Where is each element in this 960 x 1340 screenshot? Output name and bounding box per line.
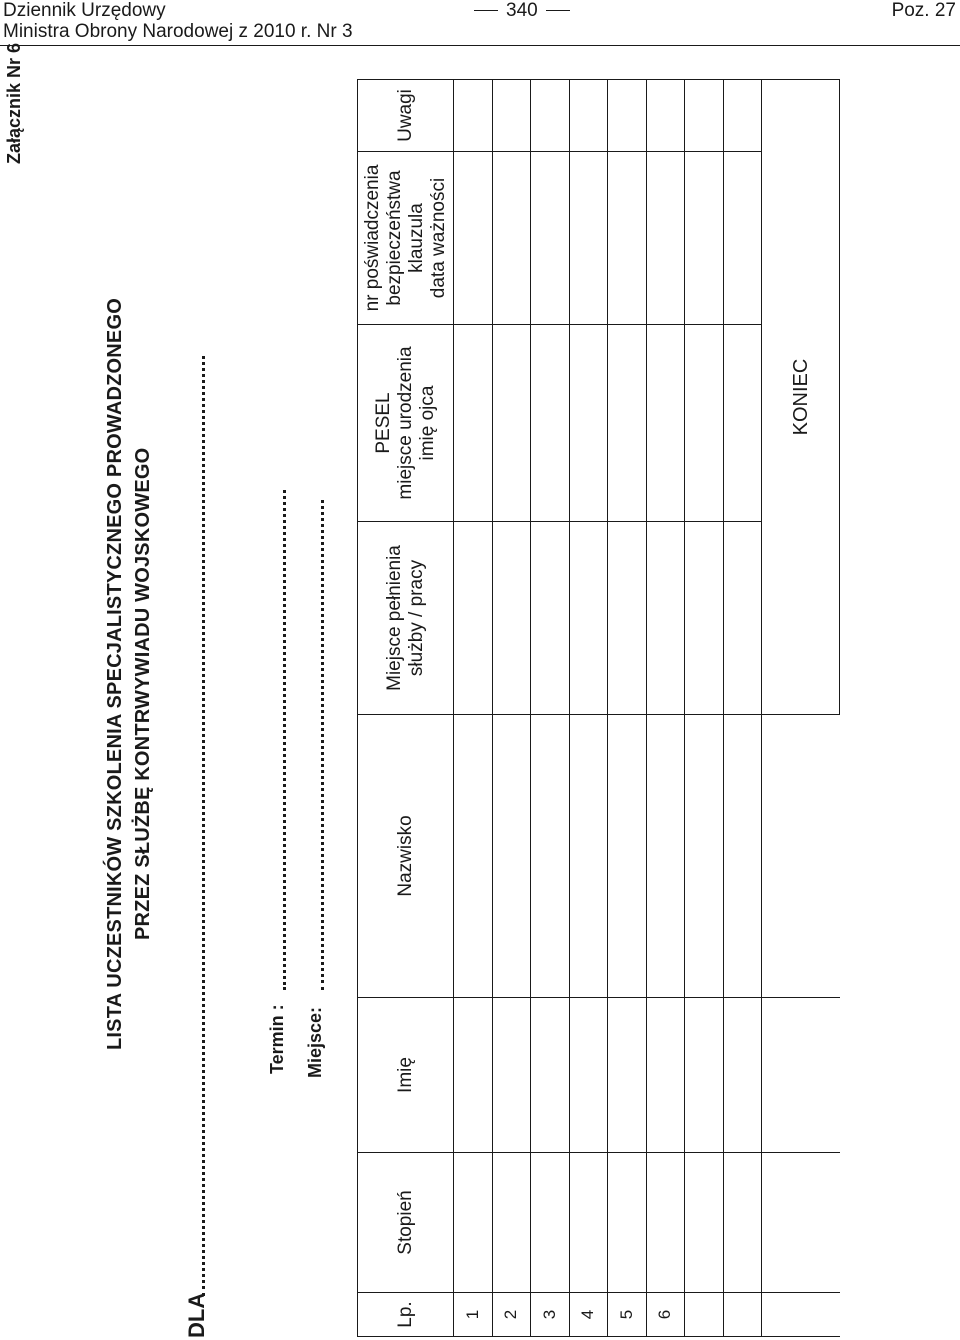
table-cell[interactable] bbox=[608, 715, 647, 998]
table-cell[interactable] bbox=[723, 998, 762, 1153]
annex-label: Załącznik Nr 6 bbox=[4, 42, 24, 164]
header-poswiadczenie-line3: klauzula bbox=[405, 203, 427, 273]
row-number: 2 bbox=[492, 1293, 531, 1337]
table-cell[interactable] bbox=[569, 715, 608, 998]
table-row bbox=[454, 80, 493, 1337]
table-cell[interactable] bbox=[492, 152, 531, 325]
row-number: 4 bbox=[569, 1293, 608, 1337]
table-cell[interactable] bbox=[492, 715, 531, 998]
header-uwagi: Uwagi bbox=[358, 80, 454, 152]
header-pesel-line2: miejsce urodzenia bbox=[394, 346, 416, 500]
table-cell[interactable] bbox=[685, 80, 724, 152]
table-cell[interactable] bbox=[608, 80, 647, 152]
table-cell[interactable] bbox=[492, 1153, 531, 1293]
document-title-line1: LISTA UCZESTNIKÓW SZKOLENIA SPECJALISTYCZNEGO PROWADZONEGO bbox=[104, 298, 126, 1050]
header-poswiadczenie-line1: nr poświadczenia bbox=[361, 164, 383, 312]
table-cell[interactable] bbox=[569, 522, 608, 715]
termin-label: Termin : bbox=[267, 1004, 287, 1074]
table-cell[interactable] bbox=[646, 715, 685, 998]
table-cell[interactable] bbox=[608, 522, 647, 715]
table-cell[interactable] bbox=[569, 1153, 608, 1293]
table-cell[interactable] bbox=[531, 998, 570, 1153]
table-row bbox=[569, 80, 608, 1337]
header-pesel-line1: PESEL bbox=[372, 392, 394, 454]
table-cell[interactable] bbox=[454, 998, 493, 1153]
table-cell[interactable] bbox=[685, 1293, 724, 1337]
table-cell[interactable] bbox=[685, 152, 724, 325]
table-cell[interactable] bbox=[492, 80, 531, 152]
dla-label: DLA bbox=[184, 1292, 209, 1338]
table-cell[interactable] bbox=[569, 325, 608, 522]
end-cell bbox=[762, 1293, 840, 1337]
table-cell[interactable] bbox=[646, 152, 685, 325]
header-poswiadczenie-line2: bezpieczeństwa bbox=[383, 170, 405, 306]
table-row bbox=[685, 80, 724, 1337]
ministry-line: Ministra Obrony Narodowej z 2010 r. Nr 3 bbox=[3, 21, 353, 42]
table-cell[interactable] bbox=[608, 152, 647, 325]
table-cell[interactable] bbox=[646, 1153, 685, 1293]
table-cell[interactable] bbox=[685, 998, 724, 1153]
table-row bbox=[492, 80, 531, 1337]
table-cell[interactable] bbox=[569, 998, 608, 1153]
table-cell[interactable] bbox=[569, 80, 608, 152]
header-miejsce-line2: służby / pracy bbox=[405, 559, 427, 677]
table-cell[interactable] bbox=[531, 80, 570, 152]
table-cell[interactable] bbox=[531, 325, 570, 522]
table-row bbox=[723, 80, 762, 1337]
koniec-label: KONIEC bbox=[762, 80, 840, 715]
table-cell[interactable] bbox=[685, 325, 724, 522]
table-cell[interactable] bbox=[454, 80, 493, 152]
document-title-line2: PRZEZ SŁUŻBĘ KONTRWYWIADU WOJSKOWEGO bbox=[132, 447, 154, 940]
dla-fill-line[interactable] bbox=[202, 356, 205, 1296]
table-cell[interactable] bbox=[723, 715, 762, 998]
table-cell[interactable] bbox=[569, 152, 608, 325]
miejsce-label: Miejsce: bbox=[305, 1006, 325, 1078]
table-cell[interactable] bbox=[608, 1153, 647, 1293]
table-cell[interactable] bbox=[685, 715, 724, 998]
table-cell[interactable] bbox=[646, 80, 685, 152]
end-cell bbox=[762, 998, 840, 1153]
table-cell[interactable] bbox=[454, 715, 493, 998]
miejsce-fill-line[interactable] bbox=[321, 500, 324, 990]
header-poswiadczenie-line4: data ważności bbox=[427, 177, 449, 299]
table-cell[interactable] bbox=[723, 522, 762, 715]
table-cell[interactable] bbox=[608, 998, 647, 1153]
table-cell[interactable] bbox=[646, 522, 685, 715]
row-number: 6 bbox=[646, 1293, 685, 1337]
table-cell[interactable] bbox=[531, 715, 570, 998]
table-cell[interactable] bbox=[723, 325, 762, 522]
table-cell[interactable] bbox=[454, 152, 493, 325]
participants-table bbox=[357, 79, 840, 1337]
header-pesel-line3: imię ojca bbox=[416, 385, 438, 461]
table-cell[interactable] bbox=[531, 522, 570, 715]
table-cell[interactable] bbox=[646, 325, 685, 522]
table-cell[interactable] bbox=[723, 80, 762, 152]
position-label: Poz. 27 bbox=[891, 0, 956, 21]
table-cell[interactable] bbox=[492, 998, 531, 1153]
header-imie: Imię bbox=[358, 998, 454, 1153]
table-cell[interactable] bbox=[723, 1293, 762, 1337]
table-cell[interactable] bbox=[723, 152, 762, 325]
row-number: 5 bbox=[608, 1293, 647, 1337]
table-cell[interactable] bbox=[531, 152, 570, 325]
row-number: 1 bbox=[454, 1293, 493, 1337]
end-cell bbox=[762, 1153, 840, 1293]
table-cell[interactable] bbox=[454, 325, 493, 522]
header-stopien: Stopień bbox=[358, 1153, 454, 1293]
header-poswiadczenie bbox=[358, 152, 454, 325]
table-cell[interactable] bbox=[685, 1153, 724, 1293]
table-cell[interactable] bbox=[454, 522, 493, 715]
table-cell[interactable] bbox=[492, 522, 531, 715]
table-cell[interactable] bbox=[531, 1153, 570, 1293]
end-cell bbox=[762, 715, 840, 998]
table-row bbox=[531, 80, 570, 1337]
table-cell[interactable] bbox=[723, 1153, 762, 1293]
table-cell[interactable] bbox=[492, 325, 531, 522]
header-miejsce bbox=[358, 522, 454, 715]
header-lp: Lp. bbox=[358, 1293, 454, 1337]
end-row bbox=[762, 80, 840, 1337]
table-cell[interactable] bbox=[608, 325, 647, 522]
table-cell[interactable] bbox=[646, 998, 685, 1153]
table-cell[interactable] bbox=[685, 522, 724, 715]
row-number: 3 bbox=[531, 1293, 570, 1337]
table-header-row bbox=[358, 80, 454, 1337]
header-pesel bbox=[358, 325, 454, 522]
table-row bbox=[646, 80, 685, 1337]
header-nazwisko: Nazwisko bbox=[358, 715, 454, 998]
journal-title: Dziennik Urzędowy bbox=[3, 0, 166, 21]
termin-fill-line[interactable] bbox=[283, 490, 286, 990]
page-number-value: 340 bbox=[506, 0, 538, 21]
header-miejsce-line1: Miejsce pełnienia bbox=[383, 545, 405, 691]
table-cell[interactable] bbox=[454, 1153, 493, 1293]
table-row bbox=[608, 80, 647, 1337]
